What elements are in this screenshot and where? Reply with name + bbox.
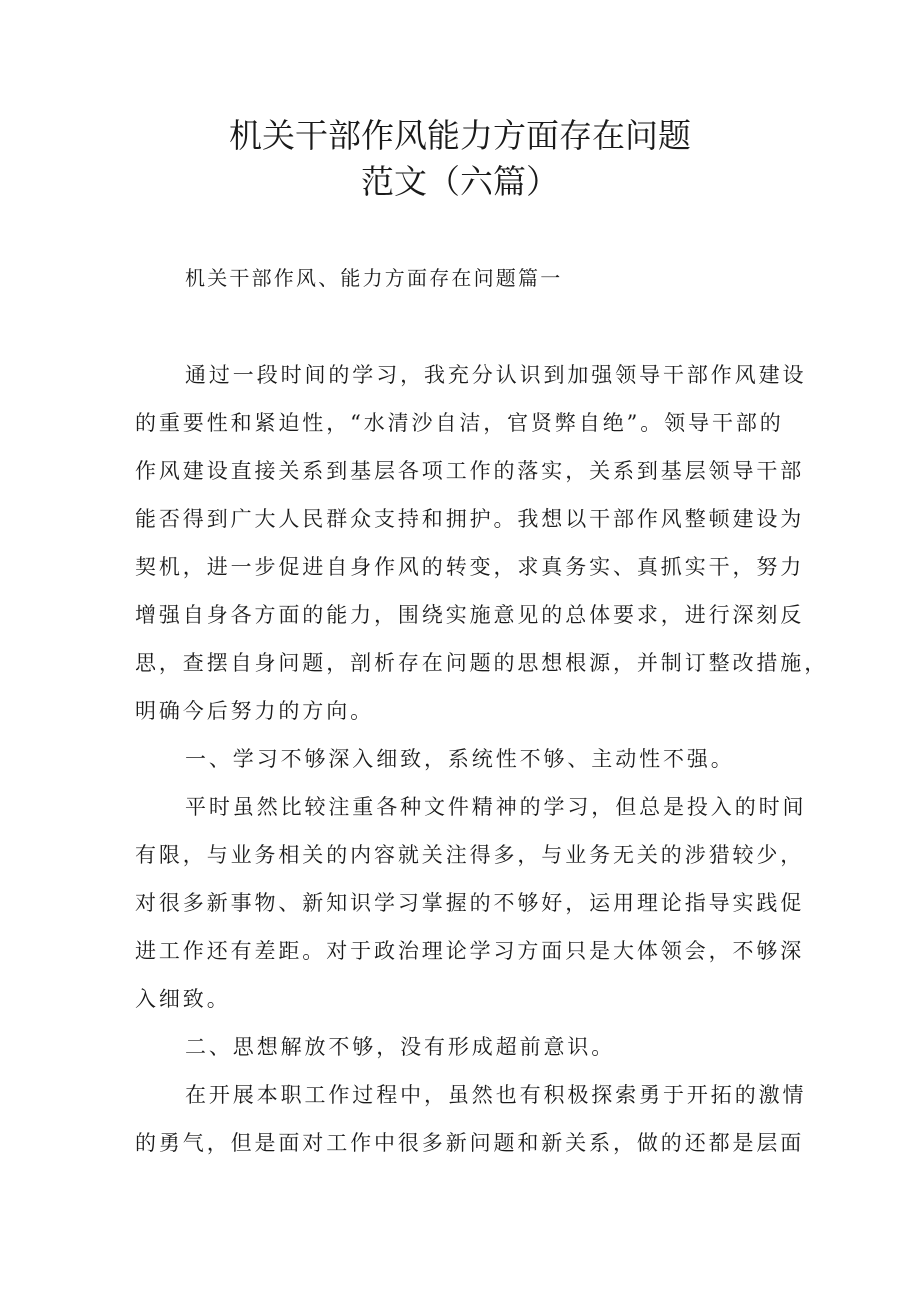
paragraph-line: 平时虽然比较注重各种文件精神的学习，但总是投入的时间 <box>185 795 807 819</box>
paragraph-line: 在开展本职工作过程中，虽然也有积极探索勇于开拓的激情 <box>185 1083 807 1107</box>
paragraph-line: 作风建设直接关系到基层各项工作的落实，关系到基层领导干部 <box>135 459 805 483</box>
paragraph-line: 契机，进一步促进自身作风的转变，求真务实、真抓实干，努力 <box>135 555 805 579</box>
document-title-line-1: 机关干部作风能力方面存在问题 <box>229 116 691 155</box>
subheading-line: 一、学习不够深入细致，系统性不够、主动性不强。 <box>185 747 735 771</box>
subheading-line: 二、思想解放不够，没有形成超前意识。 <box>185 1035 616 1059</box>
paragraph-line: 有限，与业务相关的内容就关注得多，与业务无关的涉猎较少， <box>135 843 805 867</box>
paragraph-line: 增强自身各方面的能力，围绕实施意见的总体要求，进行深刻反 <box>135 603 805 627</box>
paragraph-line: 通过一段时间的学习，我充分认识到加强领导干部作风建设 <box>185 363 807 387</box>
document-title-line-2: 范文（六篇） <box>361 162 559 201</box>
paragraph-line: 的重要性和紧迫性，“水清沙自洁，官贤弊自绝”。领导干部的 <box>135 411 784 435</box>
paragraph-line: 思，查摆自身问题，剖析存在问题的思想根源，并制订整改措施， <box>135 651 829 675</box>
paragraph-line: 的勇气，但是面对工作中很多新问题和新关系，做的还都是层面 <box>135 1131 805 1155</box>
paragraph-line: 能否得到广大人民群众支持和拥护。我想以干部作风整顿建设为 <box>135 507 805 531</box>
paragraph-line: 对很多新事物、新知识学习掌握的不够好，运用理论指导实践促 <box>135 891 805 915</box>
paragraph-line: 明确今后努力的方向。 <box>135 699 374 723</box>
paragraph-line: 进工作还有差距。对于政治理论学习方面只是大体领会，不够深 <box>135 939 805 963</box>
paragraph-line: 入细致。 <box>135 987 231 1011</box>
section-heading: 机关干部作风、能力方面存在问题篇一 <box>185 266 563 290</box>
